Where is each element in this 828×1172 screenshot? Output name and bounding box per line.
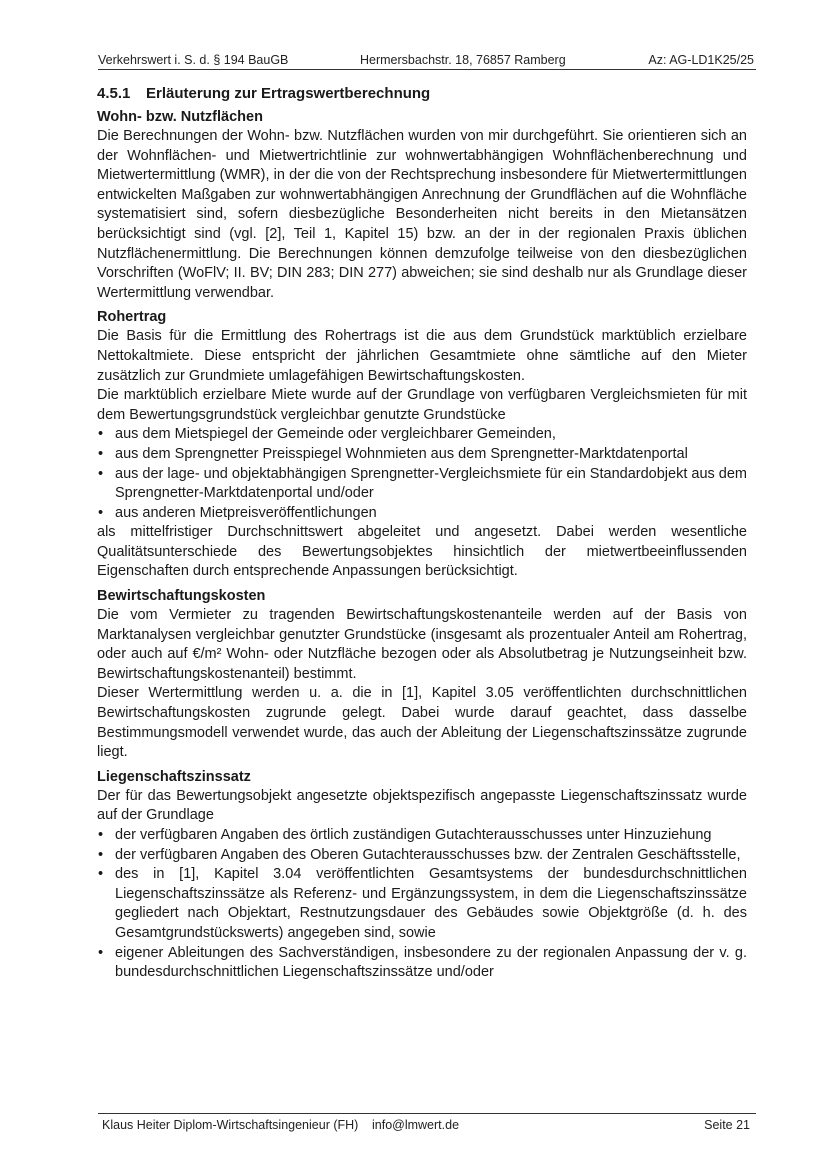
list-item: • aus dem Sprengnetter Preisspiegel Wohnmieten aus dem Sprengnetter-Marktdatenportal: [97, 445, 747, 465]
footer-author: Klaus Heiter Diplom-Wirtschaftsingenieur (FH): [102, 1118, 359, 1132]
list-item: • eigener Ableitungen des Sachverständigen, insbesondere zu der regionalen Anpassung der v. g. bundesdurchschnittlichen Liegenschaftszinssätze und/oder: [97, 944, 747, 983]
wohnflaechen-heading: Wohn- bzw. Nutzflächen: [97, 109, 263, 125]
liegenschaft-bullet-list: [97, 826, 747, 983]
rohertrag-bullet-list: [97, 425, 747, 523]
header-reference: Az: AG-LD1K25/25: [648, 53, 754, 67]
list-item: • der verfügbaren Angaben des Oberen Gutachterausschusses bzw. der Zentralen Geschäftsstelle,: [97, 846, 747, 866]
list-item: • der verfügbaren Angaben des örtlich zuständigen Gutachterausschusses unter Hinzuziehung: [97, 826, 747, 846]
header-title: Verkehrswert i. S. d. § 194 BauGB: [98, 53, 289, 67]
list-item: • aus der lage- und objektabhängigen Sprengnetter-Vergleichsmiete für ein Standardobjekt aus dem Sprengnetter-Marktdatenportal und/oder: [97, 465, 747, 504]
section-heading: [97, 84, 747, 103]
list-item: • aus anderen Mietpreisveröffentlichungen: [97, 504, 747, 524]
footer-page-number: Seite 21: [704, 1118, 750, 1132]
bewirtschaftung-paragraph-1: Die vom Vermieter zu tragenden Bewirtschaftungskostenanteile werden auf der Basis von Marktanalysen vergleichbar genutzter Grundstücke (insgesamt als prozentualer Anteil am Rohertrag, oder auch auf €/m² Wohn- oder Nutzfläche bezogen oder als Absolutbetrag je Nutzungseinheit bzw. Bewirtschaftungskostenanteil) bestimmt.: [97, 607, 747, 682]
section-title: Erläuterung zur Ertragswertberechnung: [146, 85, 431, 102]
liegenschaft-heading: Liegenschaftszinssatz: [97, 768, 251, 785]
rohertrag-heading: Rohertrag: [97, 309, 167, 326]
list-item: • aus dem Mietspiegel der Gemeinde oder vergleichbarer Gemeinden,: [97, 425, 747, 445]
bewirtschaftung-paragraph-2: Dieser Wertermittlung werden u. a. die in [1], Kapitel 3.05 veröffentlichten durchschnittlichen Bewirtschaftungskosten zugrunde gelegt. Dabei wurde darauf geachtet, dass dasselbe Bestimmungsmodell verwendet wurde, das auch der Ableitung der Liegenschaftszinssätze zugrunde liegt.: [97, 685, 747, 761]
rohertrag-paragraph-3: als mittelfristiger Durchschnittswert abgeleitet und angesetzt. Dabei werden wesentliche Qualitätsunterschiede des Bewertungsobjektes hinsichtlich der mietwertbeeinflussenden Eigenschaften durch entsprechende Anpassungen berücksichtigt.: [97, 524, 747, 580]
list-item: • des in [1], Kapitel 3.04 veröffentlichten Gesamtsystems der bundesdurchschnittlichen Liegenschaftszinssätze als Referenz- und Ergänzungssystem, in dem die Liegenschaftszinssätze gegliedert nach Objektart, Restnutzungsdauer des Gebäudes sowie Objektgröße (d. h. des Gesamtgrundstückswerts) angegeben sind, sowie: [97, 865, 747, 943]
rohertrag-paragraph-1: Die Basis für die Ermittlung des Rohertrags ist die aus dem Grundstück marktüblich erzielbare Nettokaltmiete. Diese entspricht der jährlichen Gesamtmiete ohne sämtliche auf den Mieter zusätzlich zur Grundmiete umlagefähigen Bewirtschaftungskosten.: [97, 328, 747, 384]
rohertrag-paragraph-2: Die marktüblich erzielbare Miete wurde auf der Grundlage von verfügbaren Vergleichsmieten für mit dem Bewertungsgrundstück vergleichbar genutzte Grundstücke: [97, 387, 747, 423]
bewirtschaftung-heading: Bewirtschaftungskosten: [97, 588, 266, 605]
section-number: 4.5.1: [97, 85, 131, 102]
document-body: [97, 84, 747, 983]
liegenschaft-paragraph-1: Der für das Bewertungsobjekt angesetzte objektspezifisch angepasste Liegenschaftszinssatz wurde auf der Grundlage: [97, 787, 747, 824]
wohnflaechen-paragraph: Die Berechnungen der Wohn- bzw. Nutzflächen wurden von mir durchgeführt. Sie orientieren sich an der Wohnflächen- und Mietwertrichtlinie zur wohnwertabhängigen Wohnflächenberechnung und Mietwertermittlung (WMR), in der die von der Rechtsprechung insbesondere für Mietwertermittlungen entwickelten Maßgaben zur wohnwertabhängigen Anrechnung der Grundflächen auf die Wohnfläche systematisiert sind, sofern diesbezügliche Besonderheiten nicht bereits in den Mietansätzen berücksichtigt sind (vgl. [2], Teil 1, Kapitel 15) bzw. an der in der regionalen Praxis üblichen Nutzflächenermittlung. Die Berechnungen können demzufolge teilweise von den diesbezüglichen Vorschriften (WoFlV; II. BV; DIN 283; DIN 277) abweichen; sie sind deshalb nur als Grundlage dieser Wertermittlung verwendbar.: [97, 128, 747, 301]
footer-email: info@lmwert.de: [372, 1118, 460, 1132]
page-footer: [98, 1113, 756, 1132]
header-address: Hermersbachstr. 18, 76857 Ramberg: [360, 53, 566, 67]
page-header: [98, 51, 756, 70]
